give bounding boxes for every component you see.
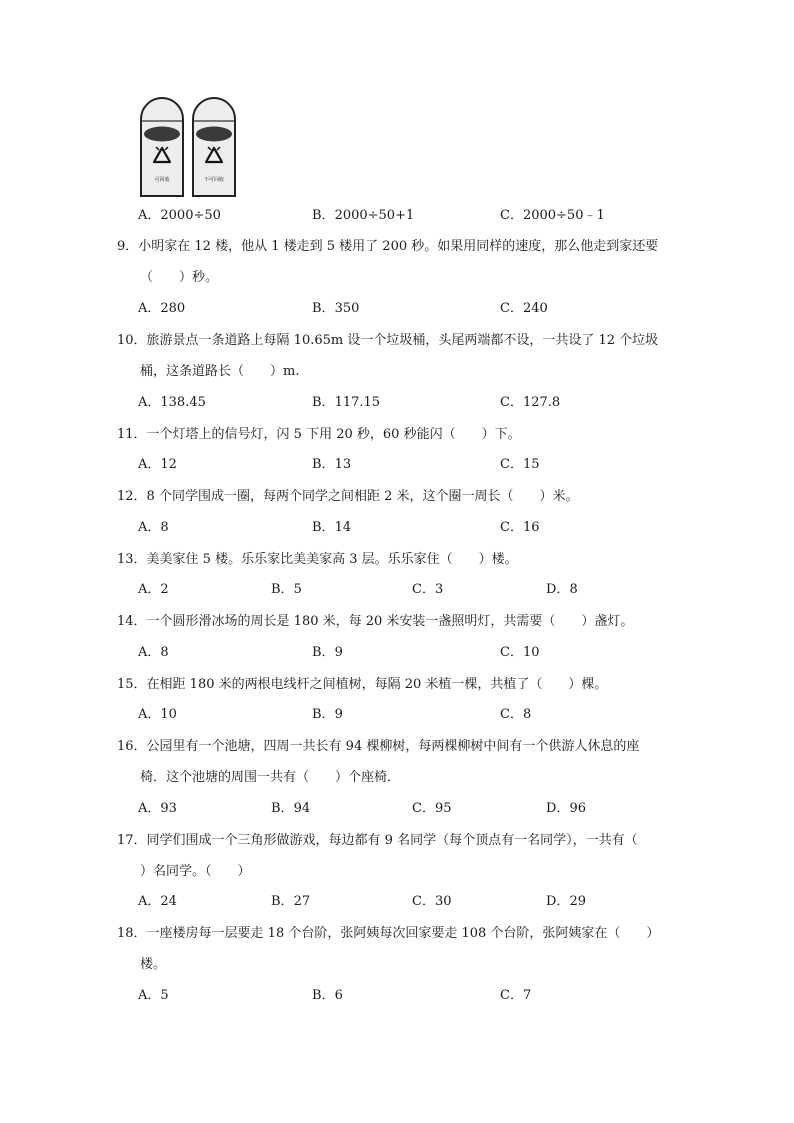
option-letter: A．: [138, 208, 161, 223]
question-number: 18．: [117, 926, 147, 941]
question-16: [117, 731, 687, 793]
option-text: 2000÷50: [160, 208, 221, 223]
option-b: B．117.15: [312, 395, 381, 410]
option-b: B．13: [312, 457, 352, 472]
question-number: 15．: [117, 677, 147, 692]
question-18: [117, 918, 687, 980]
question-12-options: [138, 519, 698, 537]
question-text-cont: 桶，这条道路长（ ）m.: [140, 364, 300, 379]
option-a: A．93: [138, 801, 177, 816]
question-text-cont: （ ）秒。: [140, 270, 219, 285]
option-a: A．24: [138, 894, 177, 909]
non-recyclable-bin: [191, 97, 237, 197]
question-text: 一座楼房每一层要走 18 个台阶，张阿姨每次回家要走 108 个台阶，张阿姨家在（ ）: [146, 926, 660, 941]
question-17-options: [138, 893, 698, 911]
question-text-cont: 椅．这个池塘的周围一共有（ ）个座椅．: [140, 770, 401, 785]
question-15: [117, 669, 687, 700]
option-a: A．8: [138, 645, 169, 660]
option-letter: B．: [312, 208, 335, 223]
option-b: B．27: [271, 894, 311, 909]
question-text: 同学们围成一个三角形做游戏，每边都有 9 名同学（每个顶点有一名同学），一共有（: [146, 833, 638, 848]
option-a: A．2: [138, 582, 169, 597]
option-letter: C．: [500, 208, 523, 223]
question-17: [117, 825, 687, 887]
option-a: A．8: [138, 520, 169, 535]
question-text-cont: ）名同学。（ ）: [140, 864, 251, 879]
question-text-cont: 楼。: [140, 957, 167, 972]
question-number: 10．: [117, 333, 147, 348]
question-11: [117, 419, 687, 450]
bin-label: 不可回收: [203, 177, 224, 183]
option-b: B．9: [312, 645, 343, 660]
option-c: C．240: [500, 301, 548, 316]
option-c: C．7: [500, 988, 532, 1003]
trash-bins-figure: [139, 97, 239, 201]
question-10-options: [138, 394, 698, 412]
recyclable-bin: [139, 97, 185, 197]
option-b: B．94: [271, 801, 311, 816]
option-b: B．14: [312, 520, 352, 535]
option-a: A．5: [138, 988, 169, 1003]
option-a: A．10: [138, 707, 177, 722]
option-d: D．29: [546, 894, 586, 909]
option-text: 2000÷50+1: [334, 208, 415, 223]
option-c: C．15: [500, 457, 540, 472]
option-text: 2000÷50﹣1: [522, 208, 605, 223]
bin-label: 可回收: [154, 177, 170, 183]
question-9-options: [138, 300, 698, 318]
option-c: C．30: [412, 894, 452, 909]
question-16-options: [138, 800, 698, 818]
question-12: [117, 481, 687, 512]
option-c: C．3: [412, 582, 444, 597]
question-number: 17．: [117, 833, 147, 848]
question-14: [117, 606, 687, 637]
question-11-options: [138, 456, 698, 474]
question-text: 旅游景点一条道路上每隔 10.65m 设一个垃圾桶，头尾两端都不设，一共设了 12 个垃圾: [146, 333, 659, 348]
option-b: B．6: [312, 988, 343, 1003]
question-text: 一个灯塔上的信号灯，闪 5 下用 20 秒，60 秒能闪（ ）下。: [146, 427, 521, 442]
option-c: [500, 207, 605, 225]
option-d: D．96: [546, 801, 586, 816]
question-text: 8 个同学围成一圈，每两个同学之间相距 2 米，这个圈一周长（ ）米。: [146, 489, 579, 504]
question-number: 12．: [117, 489, 147, 504]
option-a: A．12: [138, 457, 177, 472]
option-c: C．10: [500, 645, 540, 660]
question-13-options: [138, 581, 698, 599]
option-c: C．95: [412, 801, 452, 816]
question-10: [117, 325, 687, 387]
option-c: C．127.8: [500, 395, 561, 410]
question-text: 一个圆形滑冰场的周长是 180 米，每 20 米安装一盏照明灯，共需要（ ）盏灯。: [146, 614, 634, 629]
option-a: A．280: [138, 301, 186, 316]
question-9: [117, 231, 687, 293]
option-c: C．8: [500, 707, 532, 722]
option-b: [312, 207, 414, 225]
question-text: 在相距 180 米的两根电线杆之间植树，每隔 20 米植一棵，共植了（ ）棵。: [146, 677, 608, 692]
question-number: 11．: [117, 427, 147, 442]
question-18-options: [138, 987, 698, 1005]
question-number: 14．: [117, 614, 147, 629]
question-13: [117, 544, 687, 575]
option-a: A．138.45: [138, 395, 206, 410]
question-text: 美美家住 5 楼。乐乐家比美美家高 3 层。乐乐家住（ ）楼。: [146, 552, 518, 567]
question-14-options: [138, 644, 698, 662]
question-number: 9．: [117, 239, 139, 254]
option-a: [138, 207, 221, 225]
question-number: 13．: [117, 552, 147, 567]
question-text: 小明家在 12 楼，他从 1 楼走到 5 楼用了 200 秒。如果用同样的速度，那么他走到家还要: [138, 239, 659, 254]
question-8-options: [138, 207, 698, 225]
option-b: B．9: [312, 707, 343, 722]
question-number: 16．: [117, 739, 147, 754]
option-b: B．5: [271, 582, 302, 597]
option-d: D．8: [546, 582, 578, 597]
question-text: 公园里有一个池塘，四周一共长有 94 棵柳树，每两棵柳树中间有一个供游人休息的座: [146, 739, 640, 754]
option-c: C．16: [500, 520, 540, 535]
option-b: B．350: [312, 301, 360, 316]
question-15-options: [138, 706, 698, 724]
